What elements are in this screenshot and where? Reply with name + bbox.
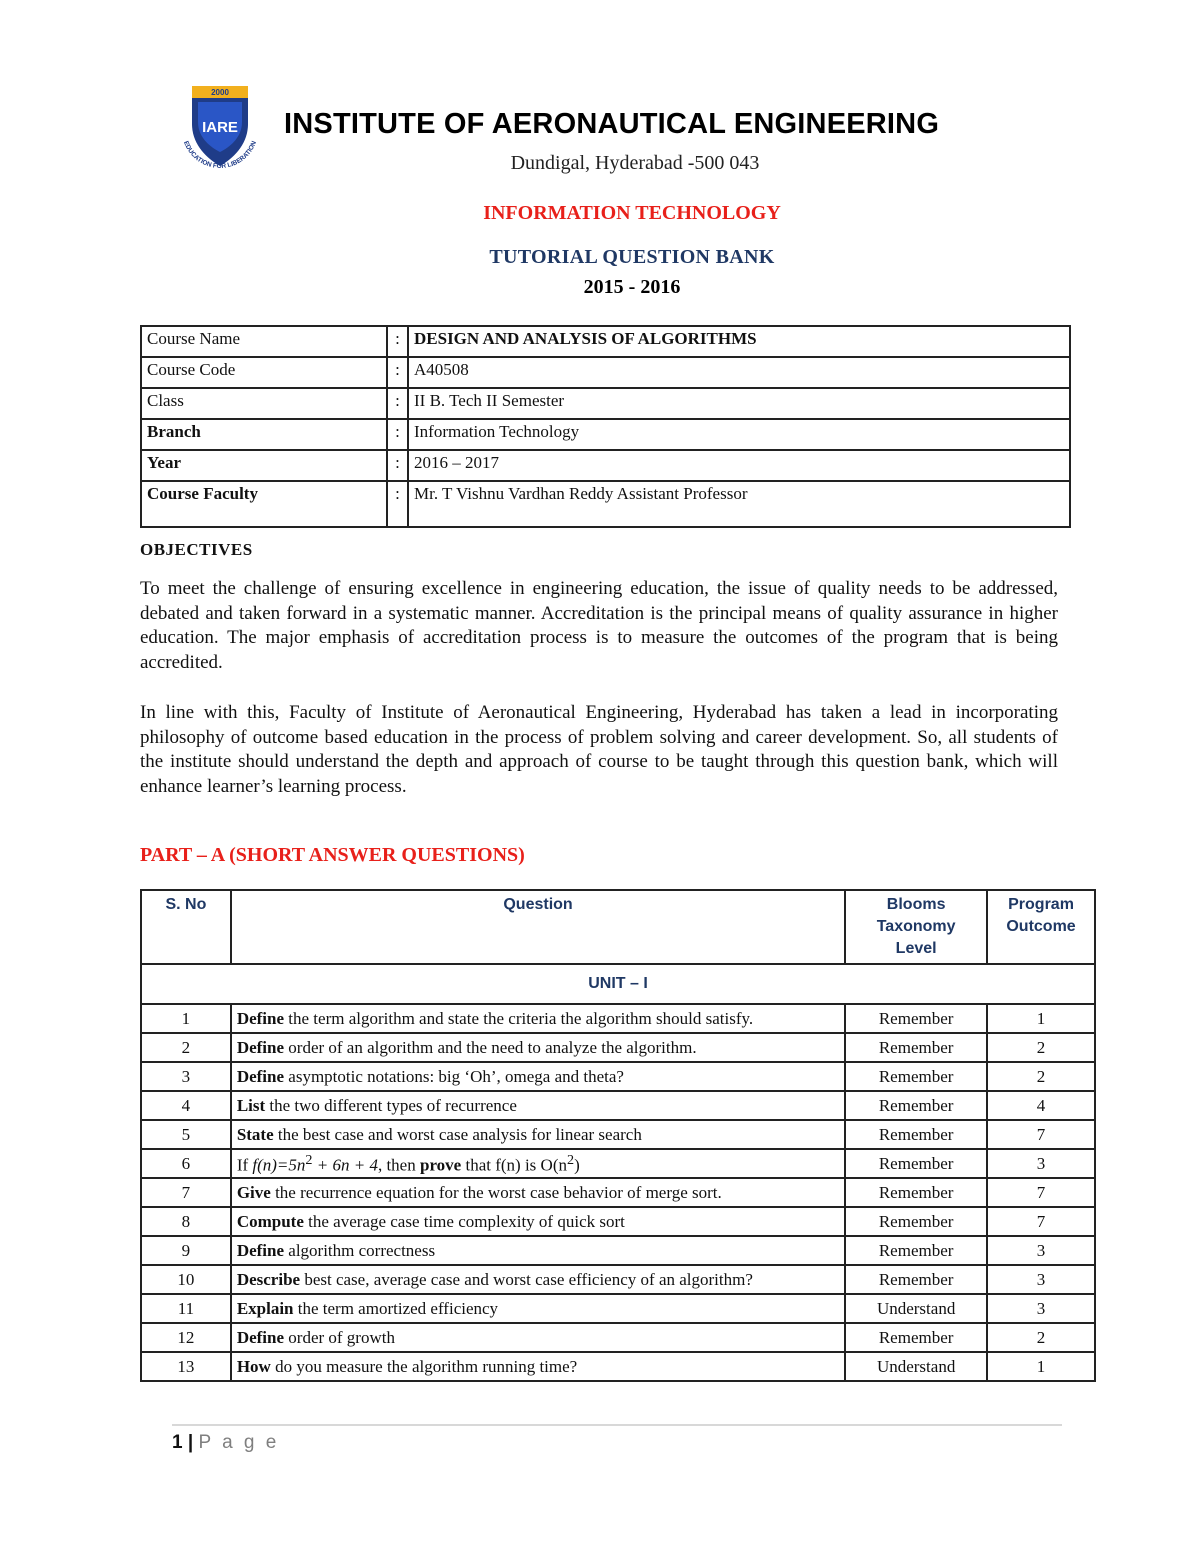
header-blooms	[845, 890, 987, 964]
question-text: order of an algorithm and the need to analyze the algorithm.	[284, 1037, 697, 1057]
course-info-label: Course Code	[141, 357, 387, 388]
course-info-row	[141, 357, 1070, 388]
course-info-separator: :	[387, 388, 408, 419]
question-number: 8	[141, 1207, 231, 1236]
question-text: do you measure the algorithm running time?	[270, 1356, 578, 1376]
page-footer	[172, 1432, 279, 1454]
question-cell	[231, 1033, 845, 1062]
question-formula: + 6n + 4	[312, 1155, 378, 1175]
question-cell	[231, 1207, 845, 1236]
question-cell	[231, 1004, 845, 1033]
blooms-level: Remember	[845, 1091, 987, 1120]
question-verb: Define	[236, 1066, 285, 1086]
blooms-level: Remember	[845, 1062, 987, 1091]
blooms-level: Remember	[845, 1178, 987, 1207]
blooms-level: Understand	[845, 1294, 987, 1323]
question-verb: How	[236, 1356, 271, 1376]
institute-address: Dundigal, Hyderabad -500 043	[510, 152, 760, 174]
blooms-level: Understand	[845, 1352, 987, 1381]
question-number: 10	[141, 1265, 231, 1294]
question-text: asymptotic notations: big ‘Oh’, omega and theta?	[284, 1066, 624, 1086]
question-row	[141, 1323, 1095, 1352]
course-info-label: Course Faculty	[141, 481, 387, 527]
department-title: INFORMATION TECHNOLOGY	[483, 202, 781, 224]
question-cell	[231, 1294, 845, 1323]
header-blooms-line: Taxonomy	[876, 918, 956, 935]
question-verb: Define	[236, 1240, 285, 1260]
course-info-value: Mr. T Vishnu Vardhan Reddy Assistant Professor	[408, 481, 1070, 527]
question-cell	[231, 1236, 845, 1265]
part-a-heading: PART – A (SHORT ANSWER QUESTIONS)	[140, 844, 525, 866]
question-cell	[231, 1149, 845, 1178]
question-row	[141, 1265, 1095, 1294]
course-info-separator: :	[387, 450, 408, 481]
question-text: that f(n) is O(n	[461, 1155, 567, 1175]
question-text: algorithm correctness	[284, 1240, 436, 1260]
blooms-level: Remember	[845, 1207, 987, 1236]
program-outcome: 3	[987, 1294, 1095, 1323]
course-info-row	[141, 481, 1070, 527]
program-outcome: 2	[987, 1033, 1095, 1062]
objectives-paragraph: In line with this, Faculty of Institute of Aeronautical Engineering, Hyderabad has taken a lead in incorporating philosophy of outcome based education in the process of problem solving and career development. So, all students of the institute should understand the depth and approach of course to be taught through this question bank, which will enhance learner’s learning process.	[140, 702, 1058, 797]
course-info-table	[140, 325, 1071, 528]
questions-header-row	[141, 890, 1095, 964]
question-number: 12	[141, 1323, 231, 1352]
question-number: 5	[141, 1120, 231, 1149]
program-outcome: 7	[987, 1207, 1095, 1236]
question-row	[141, 1207, 1095, 1236]
logo-year: 2000	[211, 88, 229, 97]
course-info-separator: :	[387, 419, 408, 450]
course-info-label: Year	[141, 450, 387, 481]
blooms-level: Remember	[845, 1033, 987, 1062]
objectives-heading: OBJECTIVES	[140, 540, 253, 559]
question-text: the best case and worst case analysis for linear search	[273, 1124, 642, 1144]
question-text: )	[574, 1155, 580, 1175]
question-row	[141, 1033, 1095, 1062]
blooms-level: Remember	[845, 1236, 987, 1265]
header-po-line: Program	[1008, 896, 1074, 913]
questions-table	[140, 889, 1096, 1382]
question-superscript: 2	[567, 1151, 575, 1168]
course-info-value: 2016 – 2017	[408, 450, 1070, 481]
logo-text: IARE	[202, 119, 238, 136]
header-question: Question	[231, 890, 845, 964]
blooms-level: Remember	[845, 1004, 987, 1033]
question-cell	[231, 1120, 845, 1149]
course-info-separator: :	[387, 357, 408, 388]
course-info-value: DESIGN AND ANALYSIS OF ALGORITHMS	[408, 326, 1070, 357]
page-number: 1	[172, 1432, 183, 1453]
course-info-value: Information Technology	[408, 419, 1070, 450]
question-verb: List	[236, 1095, 266, 1115]
logo-motto: EDUCATION FOR LIBERATION	[182, 140, 259, 171]
question-text: order of growth	[284, 1327, 395, 1347]
question-number: 3	[141, 1062, 231, 1091]
question-cell	[231, 1062, 845, 1091]
blooms-level: Remember	[845, 1323, 987, 1352]
program-outcome: 2	[987, 1323, 1095, 1352]
header-blooms-line: Blooms	[886, 896, 946, 913]
question-number: 2	[141, 1033, 231, 1062]
program-outcome: 3	[987, 1236, 1095, 1265]
question-cell	[231, 1265, 845, 1294]
page-word: P a g e	[198, 1432, 280, 1453]
question-superscript: 2	[305, 1151, 313, 1168]
document-title: TUTORIAL QUESTION BANK	[489, 246, 775, 268]
question-row	[141, 1091, 1095, 1120]
question-text: the average case time complexity of quick sort	[303, 1211, 625, 1231]
course-info-row	[141, 450, 1070, 481]
question-number: 13	[141, 1352, 231, 1381]
question-row	[141, 1294, 1095, 1323]
question-verb: Describe	[236, 1269, 301, 1289]
question-text: , then	[377, 1155, 420, 1175]
program-outcome: 3	[987, 1149, 1095, 1178]
question-number: 7	[141, 1178, 231, 1207]
question-row	[141, 1004, 1095, 1033]
header-po-line: Outcome	[1006, 918, 1076, 935]
program-outcome: 7	[987, 1120, 1095, 1149]
question-row	[141, 1178, 1095, 1207]
course-info-label: Class	[141, 388, 387, 419]
academic-year: 2015 - 2016	[583, 276, 681, 298]
course-info-value: A40508	[408, 357, 1070, 388]
unit-label: UNIT – I	[141, 964, 1095, 1004]
question-verb: prove	[419, 1155, 462, 1175]
unit-row	[141, 964, 1095, 1004]
question-row	[141, 1236, 1095, 1265]
program-outcome: 7	[987, 1178, 1095, 1207]
header-sno: S. No	[141, 890, 231, 964]
question-row	[141, 1352, 1095, 1381]
course-info-row	[141, 326, 1070, 357]
course-info-separator: :	[387, 481, 408, 527]
program-outcome: 4	[987, 1091, 1095, 1120]
question-row	[141, 1062, 1095, 1091]
question-text: the recurrence equation for the worst case behavior of merge sort.	[270, 1182, 722, 1202]
program-outcome: 3	[987, 1265, 1095, 1294]
question-text: best case, average case and worst case efficiency of an algorithm?	[300, 1269, 753, 1289]
question-verb: Give	[236, 1182, 271, 1202]
program-outcome: 2	[987, 1062, 1095, 1091]
question-cell	[231, 1178, 845, 1207]
institute-name: INSTITUTE OF AERONAUTICAL ENGINEERING	[284, 108, 940, 140]
question-text: the two different types of recurrence	[265, 1095, 517, 1115]
question-text: If	[236, 1155, 253, 1175]
question-text: the term algorithm and state the criteria the algorithm should satisfy.	[284, 1008, 754, 1028]
course-info-separator: :	[387, 326, 408, 357]
question-formula: f(n)=5n	[252, 1155, 306, 1175]
question-verb: Compute	[236, 1211, 304, 1231]
objectives-paragraph: To meet the challenge of ensuring excellence in engineering education, the issue of quality needs to be addressed, debated and taken forward in a systematic manner. Accreditation is the principal means of quality assurance in higher education. The major emphasis of accreditation process is to measure the outcomes of the program that is being accredited.	[140, 578, 1058, 673]
blooms-level: Remember	[845, 1149, 987, 1178]
header-program-outcome	[987, 890, 1095, 964]
question-row	[141, 1120, 1095, 1149]
question-cell	[231, 1091, 845, 1120]
question-text: the term amortized efficiency	[293, 1298, 499, 1318]
questions-body	[141, 964, 1095, 1381]
program-outcome: 1	[987, 1352, 1095, 1381]
question-verb: Define	[236, 1037, 285, 1057]
question-number: 11	[141, 1294, 231, 1323]
course-info-value: II B. Tech II Semester	[408, 388, 1070, 419]
question-row	[141, 1149, 1095, 1178]
course-info-label: Course Name	[141, 326, 387, 357]
header-blooms-line: Level	[895, 940, 937, 957]
question-cell	[231, 1323, 845, 1352]
question-number: 1	[141, 1004, 231, 1033]
question-verb: Define	[236, 1008, 285, 1028]
footer-divider	[172, 1424, 1062, 1426]
question-number: 6	[141, 1149, 231, 1178]
question-cell	[231, 1352, 845, 1381]
blooms-level: Remember	[845, 1265, 987, 1294]
course-info-row	[141, 419, 1070, 450]
course-info-row	[141, 388, 1070, 419]
course-info-label: Branch	[141, 419, 387, 450]
question-verb: Define	[236, 1327, 285, 1347]
blooms-level: Remember	[845, 1120, 987, 1149]
footer-separator: |	[187, 1432, 194, 1453]
question-verb: State	[236, 1124, 274, 1144]
question-number: 4	[141, 1091, 231, 1120]
question-number: 9	[141, 1236, 231, 1265]
question-verb: Explain	[236, 1298, 294, 1318]
program-outcome: 1	[987, 1004, 1095, 1033]
